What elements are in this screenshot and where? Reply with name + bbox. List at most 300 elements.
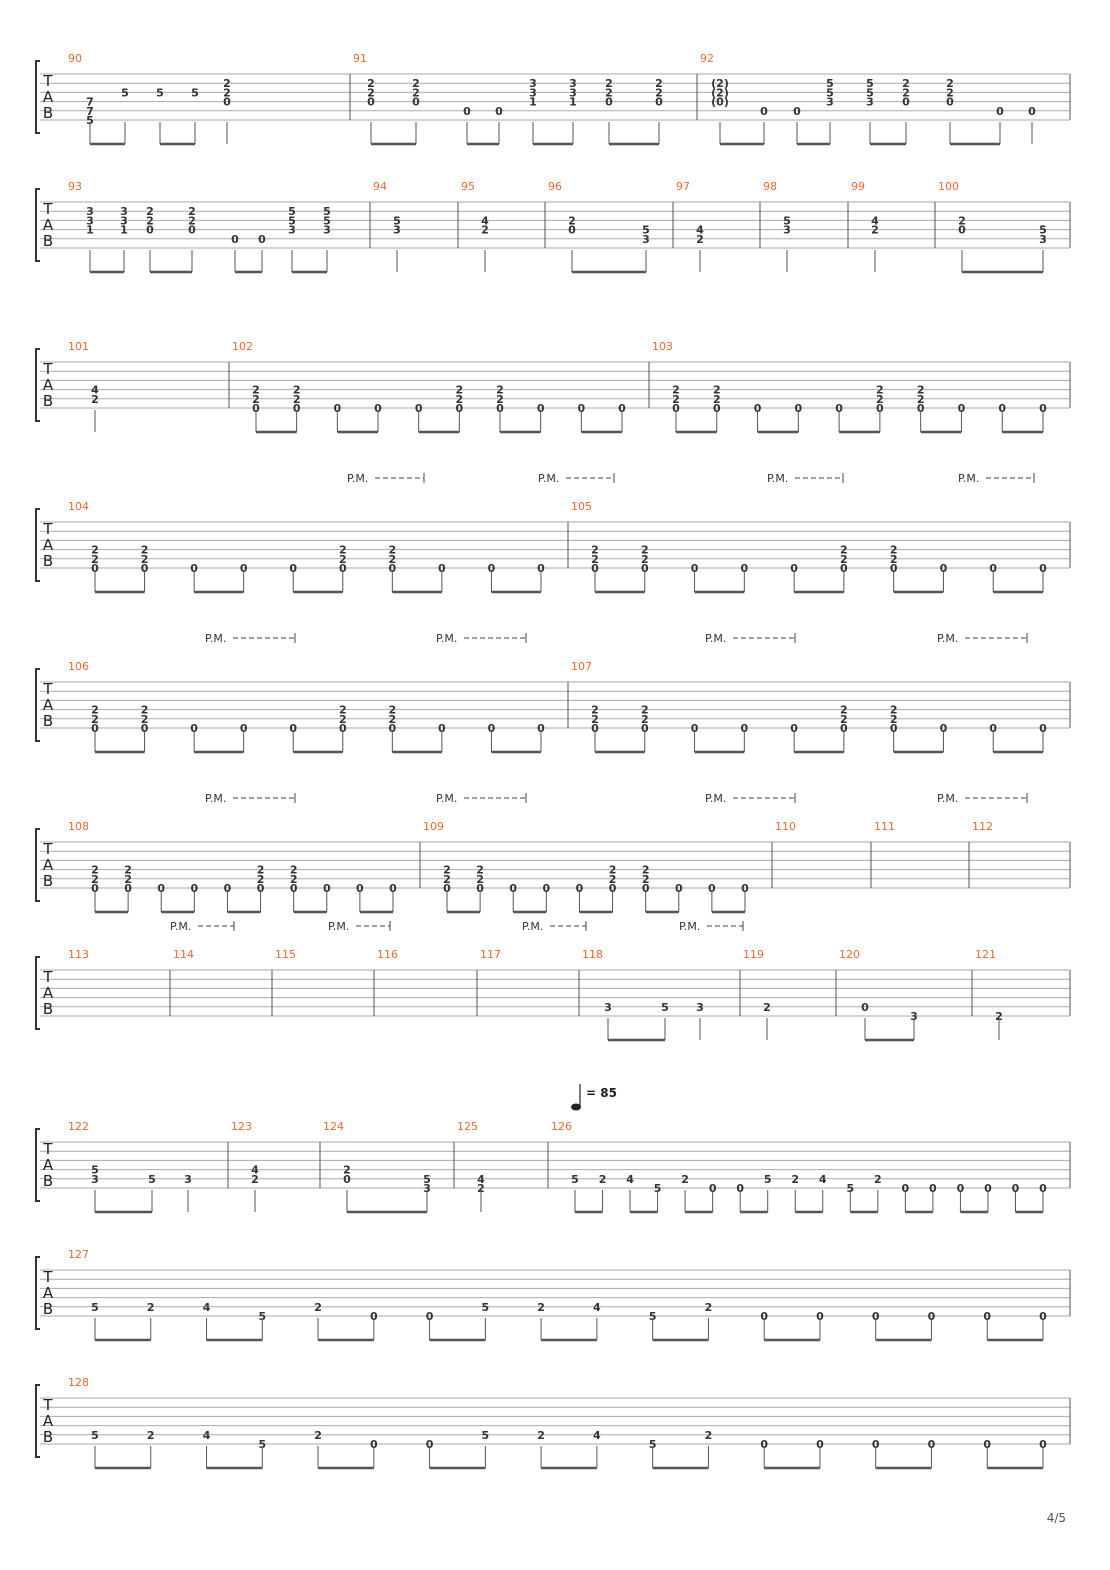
fret-number: 7 — [86, 95, 94, 109]
bar-number: 94 — [373, 180, 387, 193]
bar-number: 122 — [68, 1120, 89, 1133]
fret-number: 3 — [86, 205, 94, 219]
fret-number: 2 — [252, 383, 260, 397]
fret-number: 2 — [476, 863, 484, 877]
fret-number: 2 — [605, 86, 613, 100]
fret-number: 1 — [120, 223, 128, 237]
bar-number: 100 — [938, 180, 959, 193]
palm-mute-label: P.M. — [205, 632, 227, 645]
fret-number: 5 — [642, 223, 650, 237]
fret-number: 0 — [231, 232, 239, 246]
fret-number: 0 — [927, 1438, 936, 1451]
fret-number: 3 — [288, 223, 296, 237]
fret-number: 0 — [412, 95, 420, 109]
tab-clef-letter: B — [42, 392, 54, 410]
bar-number: 116 — [377, 948, 398, 961]
tab-clef-letter: T — [43, 72, 53, 90]
fret-number: 2 — [496, 383, 504, 397]
fret-number: 2 — [188, 214, 196, 228]
fret-number: 5 — [156, 86, 164, 100]
fret-number: 2 — [704, 1300, 713, 1314]
bar-number: 107 — [571, 660, 592, 673]
fret-number: 2 — [608, 863, 617, 877]
palm-mute-label: P.M. — [347, 472, 369, 485]
fret-number: 2 — [91, 712, 99, 726]
fret-number: 0 — [740, 562, 749, 575]
fret-number: 0 — [835, 402, 843, 415]
fret-number: 2 — [791, 1172, 800, 1186]
fret-number: 2 — [871, 223, 879, 237]
fret-number: 0 — [289, 562, 298, 575]
fret-number: 0 — [239, 562, 248, 575]
fret-number: 0 — [252, 402, 260, 415]
fret-number: 0 — [793, 104, 801, 118]
fret-number: 2 — [146, 205, 154, 219]
fret-number: 2 — [641, 872, 650, 886]
fret-number: 3 — [866, 95, 874, 109]
fret-number: 2 — [292, 383, 301, 397]
tab-clef-letter: T — [43, 520, 53, 538]
fret-number: 2 — [591, 552, 599, 566]
fret-number: 0 — [91, 562, 99, 575]
fret-number: 2 — [889, 552, 898, 566]
fret-number: 0 — [414, 402, 423, 415]
tab-clef-letter: A — [42, 1412, 54, 1430]
fret-number: 2 — [889, 703, 898, 717]
fret-number: 2 — [640, 703, 649, 717]
fret-number: 0 — [794, 402, 803, 415]
fret-number: 5 — [826, 77, 834, 91]
fret-number: 0 — [356, 882, 364, 895]
fret-number: 2 — [672, 383, 680, 397]
fret-number: 0 — [487, 722, 496, 735]
fret-number: 0 — [140, 722, 149, 735]
tab-clef-letter: A — [42, 1156, 54, 1174]
fret-number: 2 — [477, 1182, 485, 1195]
fret-number: 2 — [681, 1172, 689, 1186]
fret-number: 2 — [343, 1163, 351, 1177]
fret-number: 2 — [140, 543, 149, 557]
fret-number: 2 — [146, 214, 154, 228]
tab-clef-letter: B — [42, 104, 54, 122]
fret-number: 2 — [388, 703, 397, 717]
fret-number: 0 — [509, 882, 518, 895]
fret-number: 3 — [393, 223, 401, 237]
fret-number: 0 — [939, 562, 948, 575]
fret-number: 0 — [536, 402, 545, 415]
fret-number: 1 — [569, 95, 577, 109]
tab-system — [36, 920, 1070, 1040]
page-number: 4/5 — [1046, 1511, 1066, 1525]
fret-number: 2 — [641, 863, 650, 877]
fret-number: 2 — [537, 1428, 545, 1442]
fret-number: 4 — [202, 1428, 211, 1442]
fret-number: 2 — [591, 703, 599, 717]
fret-number: 0 — [289, 882, 298, 895]
fret-number: 2 — [712, 383, 721, 397]
fret-number: 2 — [840, 552, 848, 566]
bar-number: 123 — [231, 1120, 252, 1133]
fret-number: 5 — [258, 1438, 267, 1451]
bar-number: 91 — [353, 52, 367, 65]
tab-system — [36, 1376, 1070, 1468]
fret-number: 3 — [1039, 232, 1047, 246]
bar-number: 127 — [68, 1248, 89, 1261]
fret-number: 0 — [760, 1310, 769, 1323]
bar-number: 99 — [851, 180, 865, 193]
tab-system — [36, 180, 1070, 272]
palm-mute-label: P.M. — [767, 472, 789, 485]
fret-number: 0 — [333, 402, 342, 415]
fret-number: 3 — [696, 1000, 704, 1014]
fret-number: 3 — [86, 214, 94, 228]
fret-number: 7 — [86, 104, 94, 118]
fret-number: 0 — [258, 232, 266, 246]
bar-number: 110 — [775, 820, 796, 833]
tab-clef-letter: B — [42, 1300, 54, 1318]
fret-number: 2 — [412, 86, 420, 100]
bar-number: 121 — [975, 948, 996, 961]
fret-number: 5 — [288, 205, 296, 219]
fret-number: 0 — [542, 882, 551, 895]
fret-number: 2 — [696, 232, 704, 246]
fret-number: 0 — [816, 1438, 824, 1451]
fret-number: 0 — [889, 722, 898, 735]
fret-number: 0 — [157, 882, 166, 895]
fret-number: 5 — [763, 1172, 772, 1186]
bar-number: 115 — [275, 948, 296, 961]
fret-number: 2 — [91, 863, 99, 877]
fret-number: 2 — [655, 86, 663, 100]
fret-number: 0 — [322, 882, 331, 895]
fret-number: 0 — [487, 562, 496, 575]
palm-mute-label: P.M. — [328, 920, 350, 933]
fret-number: 2 — [388, 552, 397, 566]
fret-number: 3 — [120, 205, 128, 219]
fret-number: 2 — [591, 543, 599, 557]
tab-system — [36, 340, 1070, 432]
fret-number: 3 — [184, 1172, 192, 1186]
tab-clef-letter: B — [42, 1000, 54, 1018]
fret-number: 2 — [338, 703, 347, 717]
fret-number: 4 — [481, 214, 489, 228]
tab-clef-letter: B — [42, 1172, 54, 1190]
fret-number: 2 — [455, 392, 464, 406]
fret-number: 0 — [338, 562, 347, 575]
fret-number: 5 — [661, 1000, 669, 1014]
fret-number: 0 — [816, 1310, 824, 1323]
bar-number: 103 — [652, 340, 673, 353]
fret-number: 0 — [463, 104, 471, 118]
fret-number: 2 — [443, 872, 451, 886]
fret-number: 0 — [760, 1438, 769, 1451]
fret-number: 2 — [124, 872, 132, 886]
fret-number: 0 — [760, 104, 768, 118]
fret-number: 0 — [425, 1310, 434, 1323]
fret-number: 0 — [861, 1000, 869, 1014]
palm-mute-label: P.M. — [705, 632, 727, 645]
system-bracket — [36, 509, 40, 581]
fret-number: 0 — [674, 882, 683, 895]
tab-clef-letter: T — [43, 1396, 53, 1414]
tab-clef-letter: A — [42, 216, 54, 234]
fret-number: 0 — [289, 722, 298, 735]
fret-number: 0 — [188, 223, 196, 237]
bar-number: 102 — [232, 340, 253, 353]
fret-number: 2 — [640, 712, 649, 726]
bar-number: 113 — [68, 948, 89, 961]
fret-number: 2 — [876, 392, 884, 406]
fret-number: 2 — [958, 214, 966, 228]
fret-number: (0) — [711, 95, 729, 109]
fret-number: 0 — [369, 1438, 378, 1451]
tab-clef-letter: A — [42, 376, 54, 394]
fret-number: 2 — [640, 552, 649, 566]
fret-number: 0 — [256, 882, 265, 895]
fret-number: 4 — [593, 1428, 601, 1442]
bar-number: 125 — [457, 1120, 478, 1133]
tab-system — [36, 1248, 1070, 1340]
fret-number: 0 — [239, 722, 248, 735]
tab-clef-letter: B — [42, 552, 54, 570]
fret-number: 4 — [696, 223, 704, 237]
palm-mute-label: P.M. — [679, 920, 701, 933]
fret-number: 5 — [323, 214, 331, 228]
bar-number: 128 — [68, 1376, 89, 1389]
fret-number: 2 — [591, 712, 599, 726]
fret-number: 4 — [251, 1163, 259, 1177]
system-bracket — [36, 957, 40, 1029]
fret-number: 3 — [529, 77, 537, 91]
fret-number: 5 — [866, 86, 874, 100]
fret-number: 5 — [1039, 223, 1047, 237]
fret-number: 0 — [374, 402, 382, 415]
fret-number: 2 — [289, 863, 298, 877]
fret-number: 0 — [741, 882, 749, 895]
bar-number: 90 — [68, 52, 82, 65]
fret-number: 0 — [577, 402, 586, 415]
palm-mute-label: P.M. — [522, 920, 544, 933]
fret-number: 0 — [1039, 722, 1047, 735]
tab-system — [36, 52, 1070, 144]
bar-number: 119 — [743, 948, 764, 961]
fret-number: 0 — [871, 1310, 880, 1323]
fret-number: 0 — [956, 1182, 965, 1195]
system-bracket — [36, 1129, 40, 1201]
fret-number: 0 — [983, 1310, 992, 1323]
fret-number: 0 — [989, 562, 998, 575]
fret-number: 4 — [91, 383, 99, 397]
fret-number: 0 — [957, 402, 966, 415]
system-bracket — [36, 829, 40, 901]
tab-clef-letter: A — [42, 88, 54, 106]
fret-number: 2 — [916, 383, 925, 397]
system-bracket — [36, 61, 40, 133]
fret-number: 2 — [289, 872, 298, 886]
bar-number: 126 — [551, 1120, 572, 1133]
fret-number: 2 — [873, 1172, 882, 1186]
fret-number: 0 — [443, 882, 451, 895]
fret-number: 5 — [323, 205, 331, 219]
bar-number: 117 — [480, 948, 501, 961]
fret-number: 2 — [916, 392, 925, 406]
fret-number: 5 — [258, 1310, 267, 1323]
fret-number: 2 — [902, 86, 910, 100]
fret-number: 0 — [425, 1438, 434, 1451]
fret-number: 5 — [481, 1428, 490, 1442]
fret-number: 0 — [753, 402, 762, 415]
fret-number: 2 — [605, 77, 613, 91]
bar-number: 98 — [763, 180, 777, 193]
bar-number: 95 — [461, 180, 475, 193]
bar-number: 93 — [68, 180, 82, 193]
fret-number: 2 — [608, 872, 617, 886]
fret-number: 0 — [712, 402, 721, 415]
fret-number: 0 — [388, 722, 397, 735]
fret-number: 0 — [708, 1182, 717, 1195]
bar-number: 120 — [839, 948, 860, 961]
fret-number: 0 — [591, 562, 599, 575]
fret-number: 0 — [1039, 402, 1047, 415]
bar-number: 118 — [582, 948, 603, 961]
fret-number: 2 — [443, 863, 451, 877]
fret-number: 3 — [569, 86, 577, 100]
tab-clef-letter: A — [42, 984, 54, 1002]
fret-number: 3 — [91, 1172, 99, 1186]
fret-number: 2 — [902, 77, 910, 91]
fret-number: 2 — [223, 77, 231, 91]
system-bracket — [36, 669, 40, 741]
fret-number: 3 — [826, 95, 834, 109]
tab-clef-letter: T — [43, 1140, 53, 1158]
fret-number: (2) — [711, 77, 729, 91]
fret-number: 2 — [712, 392, 721, 406]
fret-number: 0 — [140, 562, 149, 575]
fret-number: 2 — [946, 77, 954, 91]
tab-clef-letter: T — [43, 360, 53, 378]
tab-clef-letter: T — [43, 840, 53, 858]
fret-number: 2 — [91, 703, 99, 717]
fret-number: 3 — [423, 1182, 431, 1195]
fret-number: 2 — [256, 872, 265, 886]
fret-number: 0 — [876, 402, 884, 415]
fret-number: 2 — [840, 703, 848, 717]
fret-number: 5 — [783, 214, 791, 228]
fret-number: 5 — [91, 1163, 99, 1177]
fret-number: 0 — [124, 882, 132, 895]
tab-clef-letter: B — [42, 1428, 54, 1446]
fret-number: 0 — [1039, 1438, 1047, 1451]
fret-number: 5 — [648, 1438, 657, 1451]
fret-number: 0 — [902, 95, 910, 109]
fret-number: 2 — [256, 863, 265, 877]
tab-clef-letter: A — [42, 856, 54, 874]
fret-number: (2) — [711, 86, 729, 100]
fret-number: 3 — [529, 86, 537, 100]
fret-number: 0 — [690, 722, 699, 735]
fret-number: 5 — [91, 1300, 99, 1314]
fret-number: 0 — [343, 1172, 351, 1186]
fret-number: 0 — [916, 402, 925, 415]
palm-mute-label: P.M. — [538, 472, 560, 485]
fret-number: 0 — [655, 95, 663, 109]
fret-number: 2 — [252, 392, 260, 406]
system-bracket — [36, 349, 40, 421]
fret-number: 0 — [939, 722, 948, 735]
fret-number: 2 — [91, 543, 99, 557]
fret-number: 0 — [1011, 1182, 1020, 1195]
tempo-marking — [571, 1084, 617, 1111]
fret-number: 2 — [640, 543, 649, 557]
fret-number: 4 — [477, 1172, 485, 1186]
fret-number: 2 — [840, 712, 848, 726]
tempo-value: = 85 — [586, 1086, 617, 1100]
fret-number: 0 — [367, 95, 375, 109]
fret-number: 2 — [146, 1428, 155, 1442]
fret-number: 2 — [314, 1428, 322, 1442]
fret-number: 0 — [690, 562, 699, 575]
fret-number: 2 — [704, 1428, 713, 1442]
fret-number: 2 — [876, 383, 884, 397]
fret-number: 2 — [537, 1300, 545, 1314]
fret-number: 3 — [910, 1010, 918, 1023]
fret-number: 5 — [846, 1182, 855, 1195]
tab-system — [36, 632, 1070, 752]
fret-number: 0 — [338, 722, 347, 735]
fret-number: 5 — [148, 1172, 156, 1186]
fret-number: 0 — [1039, 1310, 1047, 1323]
fret-number: 0 — [871, 1438, 880, 1451]
fret-number: 2 — [91, 552, 99, 566]
fret-number: 0 — [91, 882, 99, 895]
fret-number: 5 — [121, 86, 129, 100]
fret-number: 2 — [146, 1300, 155, 1314]
fret-number: 0 — [190, 722, 198, 735]
tab-clef-letter: T — [43, 680, 53, 698]
fret-number: 0 — [608, 882, 617, 895]
fret-number: 0 — [840, 722, 848, 735]
bar-number: 109 — [423, 820, 444, 833]
fret-number: 2 — [598, 1172, 607, 1186]
fret-number: 0 — [640, 722, 649, 735]
fret-number: 2 — [140, 552, 149, 566]
fret-number: 0 — [790, 562, 798, 575]
tab-clef-letter: A — [42, 1284, 54, 1302]
tab-system — [36, 472, 1070, 592]
palm-mute-label: P.M. — [436, 792, 458, 805]
fret-number: 5 — [191, 86, 199, 100]
fret-number: 2 — [946, 86, 954, 100]
fret-number: 2 — [292, 392, 301, 406]
fret-number: 3 — [120, 214, 128, 228]
fret-number: 2 — [140, 703, 149, 717]
fret-number: 5 — [648, 1310, 657, 1323]
fret-number: 3 — [569, 77, 577, 91]
fret-number: 2 — [140, 712, 149, 726]
fret-number: 2 — [455, 383, 464, 397]
fret-number: 0 — [605, 95, 613, 109]
fret-number: 2 — [995, 1010, 1003, 1023]
fret-number: 0 — [989, 722, 998, 735]
fret-number: 2 — [840, 543, 848, 557]
fret-number: 0 — [901, 1182, 910, 1195]
fret-number: 2 — [338, 543, 347, 557]
bar-number: 124 — [323, 1120, 344, 1133]
fret-number: 0 — [292, 402, 301, 415]
fret-number: 0 — [496, 402, 504, 415]
fret-number: 2 — [124, 863, 132, 877]
fret-number: 2 — [568, 214, 576, 228]
